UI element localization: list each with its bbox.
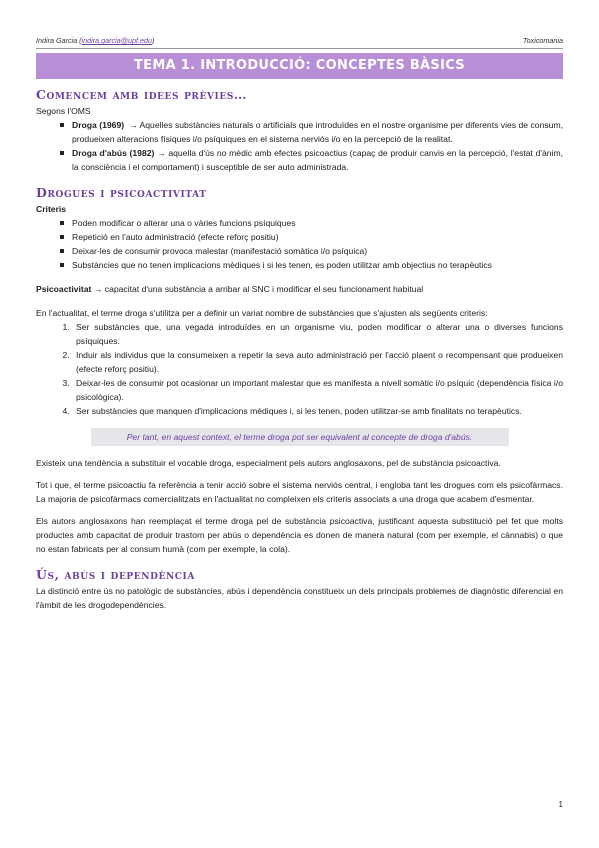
- document-title: TEMA 1. INTRODUCCIÓ: CONCEPTES BÀSICS: [36, 53, 563, 79]
- numbered-item: 2. Induir als individus que la consumeixen a repetir la seva auto administració per l'acció plaent o recompensant que produeixen (efecte reforç positiu).: [72, 348, 563, 376]
- list-item: Poden modificar o alterar una o vàries funcions psíquiques: [72, 216, 563, 230]
- list-item: Repetició en l'auto administració (efecte reforç positiu): [72, 230, 563, 244]
- paragraph-psicoactiu: Tot i que, el terme psicoactiu fa referència a tenir acció sobre el sistema nerviós central, i engloba tant les drogues com els psicofàrmacs. La majoria de psicofàrmacs comercialitzats en l'actualitat no compleixen els criteris associats a una droga que acabem d'esmentar.: [36, 480, 563, 504]
- criteris-label-text: Criteris: [36, 204, 67, 214]
- psicoactivitat-definition: [36, 282, 563, 296]
- list-item: [72, 118, 563, 146]
- oms-intro: Segons l'OMS: [36, 106, 91, 116]
- criteris-label: [36, 202, 563, 216]
- definition-text: Aquelles substàncies naturals o artificials que introduïdes en el nostre organisme per diferents vies de consum, produeixen alteracions físiques i/o psíquiques en el sistema nerviós i/o en la percepció de la realitat.: [72, 120, 563, 144]
- list-item: [72, 146, 563, 174]
- header-subject: Toxicomania: [522, 36, 563, 45]
- numbered-item: 3. Deixar-les de consumir pot ocasionar un important malestar que es manifesta a nivell somàtic i/o psíquic (dependència física i/o psicològica).: [72, 376, 563, 404]
- arrow-icon: →: [128, 120, 138, 130]
- psicoactivitat-text: capacitat d'una substància a arribar al SNC i modificar el seu funcionament habitual: [104, 284, 424, 294]
- criteris-list: [36, 216, 563, 272]
- definition-text: aquella d'ús no mèdic amb efectes psicoactius (capaç de produir canvis en la percepció, l'estat d'ànim, la consciència i el comportament) i susceptible de ser auto administrada.: [72, 148, 564, 172]
- criteris-numbered-list: [36, 320, 563, 418]
- page-number: 1: [558, 800, 563, 809]
- definition-term: Droga d'abús (1982): [72, 148, 155, 158]
- arrow-icon: →: [93, 284, 103, 294]
- highlight-quote: Per tant, en aquest context, el terme droga pot ser equivalent al concepte de droga d'abús.: [91, 428, 509, 446]
- header-author: Indira Garcia (indira.garcia@upf.edu): [36, 36, 155, 45]
- paragraph-distincio: La distinció entre ús no patològic de substàncies, abús i dependència constitueix un dels principals problemes de diagnòstic diferencial en l'àmbit de les drogodependències.: [36, 586, 563, 610]
- document-body: [36, 86, 563, 612]
- list-item: Substàncies que no tenen implicacions mèdiques i si les tenen, es poden utilitzar amb objectius no terapèutics: [72, 258, 563, 272]
- section-heading-idees-previes: Comencem amb idees prèvies…: [36, 87, 248, 102]
- numbered-item: 4. Ser substàncies que manquen d'implicacions mèdiques i, si les tenen, poden utilitzar-se amb finalitats no terapèutics.: [72, 404, 563, 418]
- list-item: Deixar-les de consumir provoca malestar (manifestació somàtica i/o psíquica): [72, 244, 563, 258]
- oms-definitions-list: [36, 118, 563, 174]
- header-divider: [36, 48, 563, 49]
- author-name: Indira Garcia: [36, 36, 78, 45]
- arrow-icon: →: [157, 148, 166, 158]
- numbered-item: 1. Ser substàncies que, una vegada introduïdes en un organisme viu, poden modificar o alterar una o diverses funcions psíquiques.: [72, 320, 563, 348]
- paragraph-tendencia: Existeix una tendència a substituir el vocable droga, especialment pels autors anglosaxons, pel de substància psicoactiva.: [36, 458, 501, 468]
- author-email-link[interactable]: indira.garcia@upf.edu: [81, 36, 152, 45]
- paragraph-anglosaxons: Els autors anglosaxons han reemplaçat el terme droga pel de substància psicoactiva, justificant aquesta substitució pel fet que molts productes amb capacitat de produir trastorn per abús o dependència es donen de manera natural (com per exemple, el cànnabis) o que no estan fabricats per al consum humà (com per exemple, la cola).: [36, 516, 563, 554]
- actualitat-paragraph: En l'actualitat, el terme droga s'utilitza per a definir un variat nombre de substàncies que s'ajusten als següents criteris:: [36, 308, 488, 318]
- definition-term: Droga (1969): [72, 120, 125, 130]
- page-header: [36, 36, 563, 48]
- psicoactivitat-term: Psicoactivitat: [36, 284, 92, 294]
- section-heading-us-abus-dependencia: Ús, abús i dependència: [36, 567, 195, 582]
- section-heading-drogues-psicoactivitat: Drogues i psicoactivitat: [36, 185, 207, 200]
